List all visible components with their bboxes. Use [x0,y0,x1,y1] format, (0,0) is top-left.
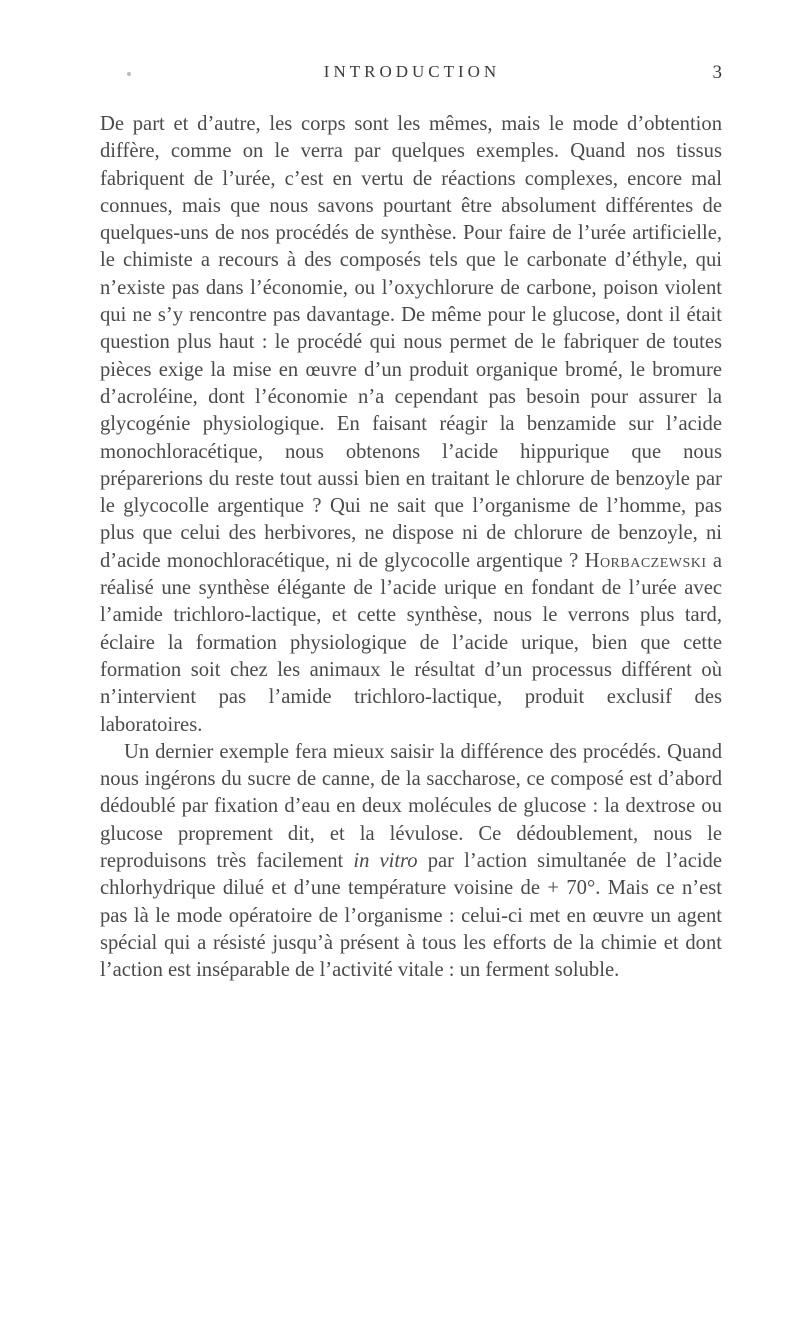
paragraph-2-text-a: Un dernier exemple fera mieux saisir la différence des procédés. Quand nous ingérons du sucre de canne, de la saccharose, ce composé est d’abord dédoublé par fixation d’eau en deux molécules de glucose : la dextrose ou glucose proprement dit, et la lévulose. Ce dédoublement, nous le reproduisons très facilement [100,740,722,873]
in-vitro-italic: in vitro [353,850,418,873]
running-head [102,62,722,90]
paragraph-1 [100,111,722,739]
page-number: 3 [712,62,722,83]
body-text [100,111,722,985]
paragraph-2 [100,739,722,985]
paragraph-2-text-b: par l’action simultanée de l’acide chlorhydrique dilué et d’une température voisine de + 70°. Mais ce n’est pas là le mode opératoire de l’organisme : celui-ci met en œuvre un agent spécial qui a résisté jusqu’à présent à tous les efforts de la chimie et dont l’action est inséparable de l’activité vitale : un ferment soluble. [100,850,722,982]
paragraph-1-text-b: a réalisé une synthèse élégante de l’acide urique en fondant de l’urée avec l’amide trichloro-lactique, et cette synthèse, nous le verrons plus tard, éclaire la formation physiologique de l’acide urique, bien que cette formation soit chez les animaux le résultat d’un processus différent où n’intervient pas l’amide trichloro-lactique, produit exclusif des laboratoires. [100,549,723,736]
author-name-horbaczewski: Horbaczewski [584,549,707,572]
running-title: INTRODUCTION [323,62,501,81]
paragraph-1-text-a: De part et d’autre, les corps sont les mêmes, mais le mode d’obtention diffère, comme on le verra par quelques exemples. Quand nos tissus fabriquent de l’urée, c’est en vertu de réactions complexes, encore mal connues, mais que nous savons pourtant être absolument différentes de quelques-uns de nos procédés de synthèse. Pour faire de l’urée artificielle, le chimiste a recours à des composés tels que le carbonate d’éthyle, qui n’existe pas dans l’économie, ou l’oxychlorure de carbone, poison violent qui ne s’y rencontre pas davantage. De même pour le glucose, dont il était question plus haut : le procédé qui nous permet de le fabriquer de toutes pièces exige la mise en œuvre d’un produit organique bromé, le bromure d’acroléine, dont l’économie n’a cependant pas besoin pour assurer la glycogénie physiologique. En faisant réagir la benzamide sur l’acide monochloracétique, nous obtenons l’acide hippurique que nous préparerions du reste tout aussi bien en traitant le chlorure de benzoyle par le glycocolle argentique ? Qui ne sait que l’organisme de l’homme, pas plus que celui des herbivores, ne dispose ni de chlorure de benzoyle, ni d’acide monochloracétique, ni de glycocolle argentique ? [100,113,722,572]
